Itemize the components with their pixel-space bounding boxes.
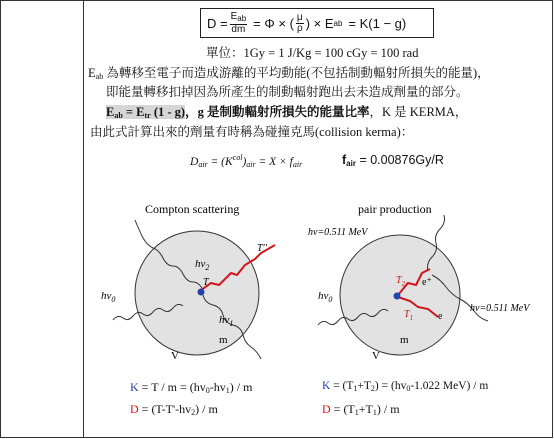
- formula-eq1: = Φ × (: [253, 15, 294, 31]
- eab-etr-line: [106, 102, 467, 120]
- volume-label: V: [171, 350, 179, 362]
- collision-kerma-line: 由此式計算出來的劑量有時稱為碰撞克馬(collision kerma)：: [90, 125, 414, 139]
- ck-mid: -hv: [209, 380, 226, 394]
- eab-prefix: E: [88, 66, 96, 80]
- dair-formula: [190, 153, 302, 169]
- compton-k: K: [130, 380, 139, 394]
- pk-s1: 1: [353, 384, 358, 393]
- pk-end: ) = (hv: [374, 380, 407, 392]
- ck-s0: 0: [205, 386, 210, 395]
- pk-s2: 2: [370, 384, 375, 393]
- compton-d: D: [130, 402, 139, 416]
- table-left-border: [0, 0, 1, 438]
- eab-definition-line: [88, 63, 490, 81]
- top-photon-energy-label: hv=0.511 MeV: [308, 227, 368, 238]
- hl-sub2: tr: [144, 111, 151, 120]
- electron-label: e: [438, 311, 443, 322]
- pd-mid: +T: [358, 402, 373, 416]
- formula-fraction-eab-dm: [230, 12, 248, 35]
- eab-etr-highlight: [106, 105, 185, 119]
- hv0-label: $hv_0$: [101, 290, 116, 304]
- bottom-photon-energy-label: hv=0.511 MeV: [470, 303, 530, 314]
- table-bottom-border: [0, 437, 553, 438]
- cd-end: ) / m: [195, 402, 218, 416]
- compton-title: Compton scattering: [145, 202, 240, 216]
- k-kerma-text: ，K 是 KERMA，: [369, 105, 468, 119]
- frac2-den: ρ: [296, 22, 303, 34]
- pk-1: = (T: [330, 380, 354, 392]
- mass-label: m: [219, 334, 228, 346]
- pair-interaction-point: [394, 293, 401, 300]
- hl-sub1: ab: [114, 111, 123, 120]
- pair-dose-formula: [322, 402, 400, 417]
- hv1-label: $hv_1$: [219, 314, 234, 328]
- compton-kerma-formula: [130, 380, 252, 395]
- frac2-num: μ: [296, 11, 303, 23]
- table-top-border: [0, 0, 553, 1]
- frac-num-sub: ab: [237, 13, 247, 23]
- pd-end: ) / m: [376, 402, 400, 416]
- f2-left-sub: air: [198, 159, 208, 169]
- formula-eq2: ) × E: [305, 15, 334, 31]
- f2-mid3-sub: air: [292, 159, 303, 169]
- f2-mid2-sub: air: [246, 159, 256, 169]
- hv2-label: $hv_2$: [195, 258, 210, 272]
- positron-label: e⁺: [422, 277, 432, 288]
- pd-s2: 1: [372, 408, 377, 417]
- frac-num: E: [230, 10, 238, 22]
- pair-production-diagram: [300, 195, 550, 375]
- f2-mid-sup: col: [232, 153, 243, 162]
- formula-eq2-sub: ab: [333, 18, 343, 28]
- ck-s1: 1: [225, 386, 230, 395]
- fair-text: = 0.00876Gy/R: [355, 153, 444, 167]
- pair-mass-label: m: [400, 334, 409, 346]
- T2-label: $T_2$: [396, 275, 406, 288]
- hl-e: E: [106, 105, 115, 119]
- T1-label: $T_1$: [404, 309, 414, 322]
- ck-end: ) / m: [229, 380, 253, 394]
- formula-lhs: D =: [207, 15, 228, 31]
- pair-title: pair production: [358, 202, 432, 216]
- hl-mid: = E: [122, 105, 145, 119]
- T-label: T: [203, 277, 209, 288]
- f2-mid3: = X × f: [255, 155, 293, 168]
- compton-dose-formula: [130, 402, 218, 417]
- pair-volume-label: V: [372, 350, 380, 362]
- hl-end: (1 - g): [150, 105, 186, 119]
- frac-den: dm: [231, 23, 246, 35]
- eab-text: 為轉移至電子而造成游離的平均動能(不包括制動輻射所損失的能量)，: [103, 66, 490, 80]
- f2-mid: = (K: [207, 155, 233, 168]
- fair-sub: air: [346, 159, 356, 168]
- pd-s1: 1: [354, 408, 359, 417]
- T-double-prime-label: T'': [257, 243, 267, 254]
- pair-k: K: [322, 380, 331, 392]
- units-line: 單位：1Gy = 1 J/Kg = 100 cGy = 100 rad: [206, 46, 419, 60]
- fair-value: [342, 153, 444, 168]
- ck-1: = T / m = (hv: [138, 380, 206, 394]
- g-definition: ，g 是制動輻射所損失的能量比率: [185, 105, 370, 119]
- f2-left: D: [190, 155, 199, 168]
- pair-hv0-label: $hv_0$: [318, 290, 333, 304]
- table-column-divider: [83, 0, 84, 438]
- cd-1: = (T-T'-hv: [138, 402, 192, 416]
- eab-sub: ab: [95, 72, 104, 81]
- formula-eq3: = K(1 − g): [348, 15, 407, 31]
- pair-kerma-formula: [322, 380, 488, 393]
- energy-explanation-line: 即能量轉移扣掉因為所產生的制動輻射跑出去未造成劑量的部分。: [106, 85, 469, 99]
- pk-end2: -1.022 MeV) / m: [410, 380, 489, 392]
- formula-fraction-mu-rho: [296, 13, 304, 34]
- interaction-point: [198, 289, 205, 296]
- table-right-border: [552, 0, 553, 438]
- cd-s: 2: [191, 408, 196, 417]
- fair-prefix: f: [342, 153, 347, 167]
- pk-mid: +T: [357, 380, 371, 392]
- compton-volume-circle: [135, 231, 259, 355]
- dose-formula-box: [200, 8, 434, 38]
- compton-scattering-diagram: [85, 195, 295, 375]
- pair-d: D: [322, 402, 331, 416]
- pk-s3: 0: [406, 384, 411, 393]
- pd-1: = (T: [330, 402, 355, 416]
- f2-mid2: ): [242, 155, 247, 168]
